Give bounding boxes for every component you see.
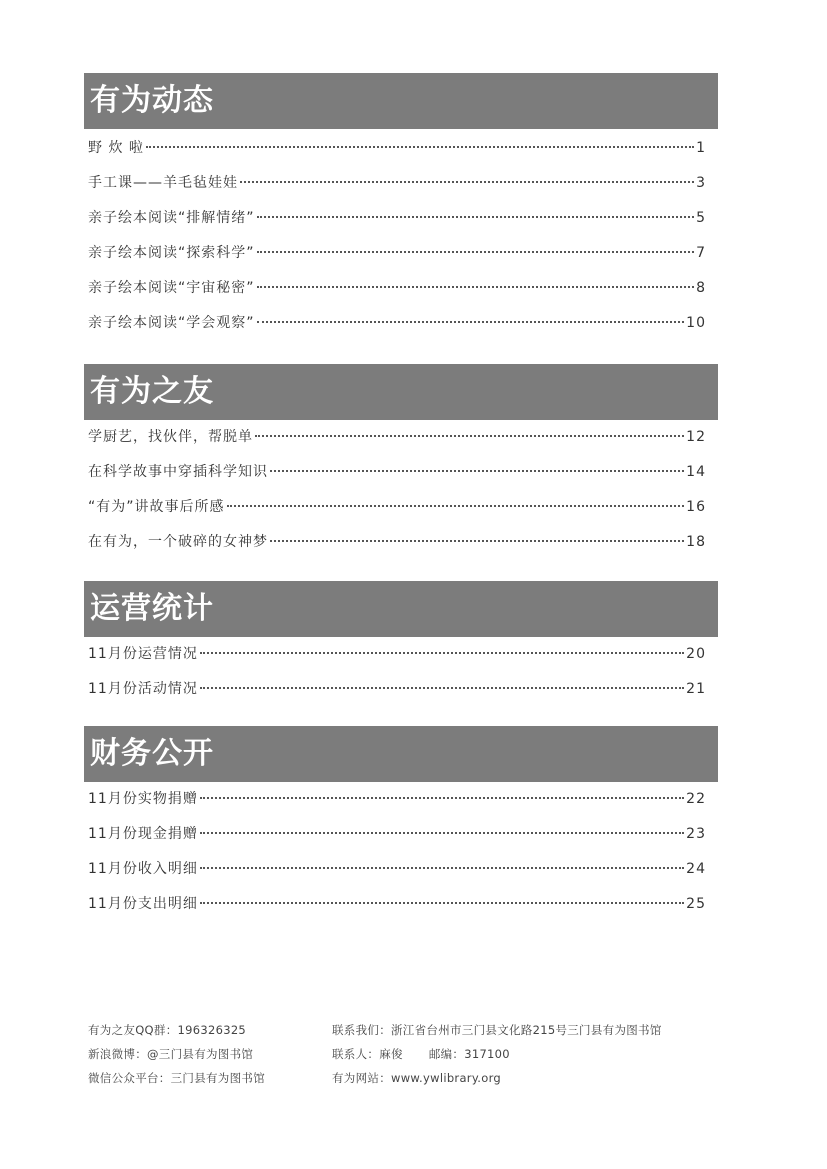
toc-entry-page: 24 [686, 861, 706, 877]
toc-entry-title: 学厨艺，找伙伴，帮脱单 [88, 429, 253, 445]
toc-entry-page: 7 [696, 245, 706, 261]
toc-entry-title: 亲子绘本阅读“宇宙秘密” [88, 280, 255, 296]
dot-leader [200, 902, 684, 904]
toc-entry-title: “有为”讲故事后所感 [88, 499, 225, 515]
toc-entry[interactable] [84, 852, 718, 887]
toc-entry-title: 11月份支出明细 [88, 896, 198, 912]
dot-leader [257, 321, 685, 323]
section-title: 有为动态 [84, 73, 718, 129]
postcode: 邮编：317100 [428, 1047, 510, 1061]
contact-person: 联系人：麻俊 [332, 1047, 403, 1061]
qq-group: 有为之友QQ群：196326325 [88, 1023, 247, 1037]
toc-entry-page: 25 [686, 896, 706, 912]
toc-entry-page: 5 [696, 210, 706, 226]
dot-leader [200, 832, 684, 834]
dot-leader [200, 867, 684, 869]
toc-list [84, 782, 718, 922]
toc-entry[interactable] [84, 271, 718, 306]
section-title: 有为之友 [84, 364, 718, 420]
section-finance [84, 726, 718, 922]
toc-entry-title: 11月份现金捐赠 [88, 826, 198, 842]
dot-leader [257, 251, 695, 253]
toc-entry[interactable] [84, 306, 718, 341]
section-friends [84, 364, 718, 560]
section-title: 运营统计 [84, 581, 718, 637]
toc-entry-page: 14 [686, 464, 706, 480]
toc-entry-page: 22 [686, 791, 706, 807]
toc-entry[interactable] [84, 455, 718, 490]
section-statistics [84, 581, 718, 707]
toc-entry[interactable] [84, 236, 718, 271]
toc-entry-title: 在科学故事中穿插科学知识 [88, 464, 268, 480]
toc-entry-page: 18 [686, 534, 706, 550]
toc-entry-page: 10 [686, 315, 706, 331]
toc-entry[interactable] [84, 201, 718, 236]
footer-row [88, 1066, 728, 1090]
contact-footer [88, 1018, 728, 1090]
dot-leader [270, 540, 684, 542]
wechat-account: 微信公众平台：三门县有为图书馆 [88, 1071, 265, 1085]
toc-entry-page: 21 [686, 681, 706, 697]
toc-entry[interactable] [84, 782, 718, 817]
toc-entry-page: 20 [686, 646, 706, 662]
dot-leader [146, 146, 694, 148]
toc-entry-title: 野 炊 啦 [88, 140, 144, 156]
toc-entry-page: 8 [696, 280, 706, 296]
dot-leader [240, 181, 694, 183]
toc-entry[interactable] [84, 490, 718, 525]
toc-entry-title: 11月份运营情况 [88, 646, 198, 662]
toc-entry-page: 3 [696, 175, 706, 191]
dot-leader [257, 286, 695, 288]
toc-entry-title: 11月份收入明细 [88, 861, 198, 877]
toc-entry[interactable] [84, 525, 718, 560]
toc-entry[interactable] [84, 672, 718, 707]
section-title: 财务公开 [84, 726, 718, 782]
dot-leader [200, 652, 684, 654]
contact-address: 联系我们：浙江省台州市三门县文化路215号三门县有为图书馆 [332, 1023, 662, 1037]
toc-entry-page: 1 [696, 140, 706, 156]
toc-entry-title: 手工课——羊毛毡娃娃 [88, 175, 238, 191]
toc-list [84, 131, 718, 341]
toc-entry[interactable] [84, 817, 718, 852]
toc-entry-title: 亲子绘本阅读“探索科学” [88, 245, 255, 261]
toc-entry-title: 在有为，一个破碎的女神梦 [88, 534, 268, 550]
toc-entry[interactable] [84, 131, 718, 166]
toc-entry-title: 11月份活动情况 [88, 681, 198, 697]
toc-entry[interactable] [84, 420, 718, 455]
toc-entry-title: 亲子绘本阅读“排解情绪” [88, 210, 255, 226]
dot-leader [257, 216, 695, 218]
toc-entry-page: 12 [686, 429, 706, 445]
footer-row [88, 1042, 728, 1066]
dot-leader [255, 435, 684, 437]
dot-leader [227, 505, 685, 507]
dot-leader [270, 470, 684, 472]
section-news [84, 73, 718, 341]
toc-entry[interactable] [84, 637, 718, 672]
dot-leader [200, 797, 684, 799]
toc-list [84, 420, 718, 560]
dot-leader [200, 687, 684, 689]
footer-row [88, 1018, 728, 1042]
toc-list [84, 637, 718, 707]
toc-entry-title: 亲子绘本阅读“学会观察” [88, 315, 255, 331]
toc-entry-page: 23 [686, 826, 706, 842]
website-link[interactable]: 有为网站：www.ywlibrary.org [332, 1071, 502, 1085]
weibo-account: 新浪微博：@三门县有为图书馆 [88, 1047, 254, 1061]
toc-entry-title: 11月份实物捐赠 [88, 791, 198, 807]
contact-person-block [332, 1042, 728, 1066]
toc-entry-page: 16 [686, 499, 706, 515]
toc-entry[interactable] [84, 887, 718, 922]
toc-entry[interactable] [84, 166, 718, 201]
